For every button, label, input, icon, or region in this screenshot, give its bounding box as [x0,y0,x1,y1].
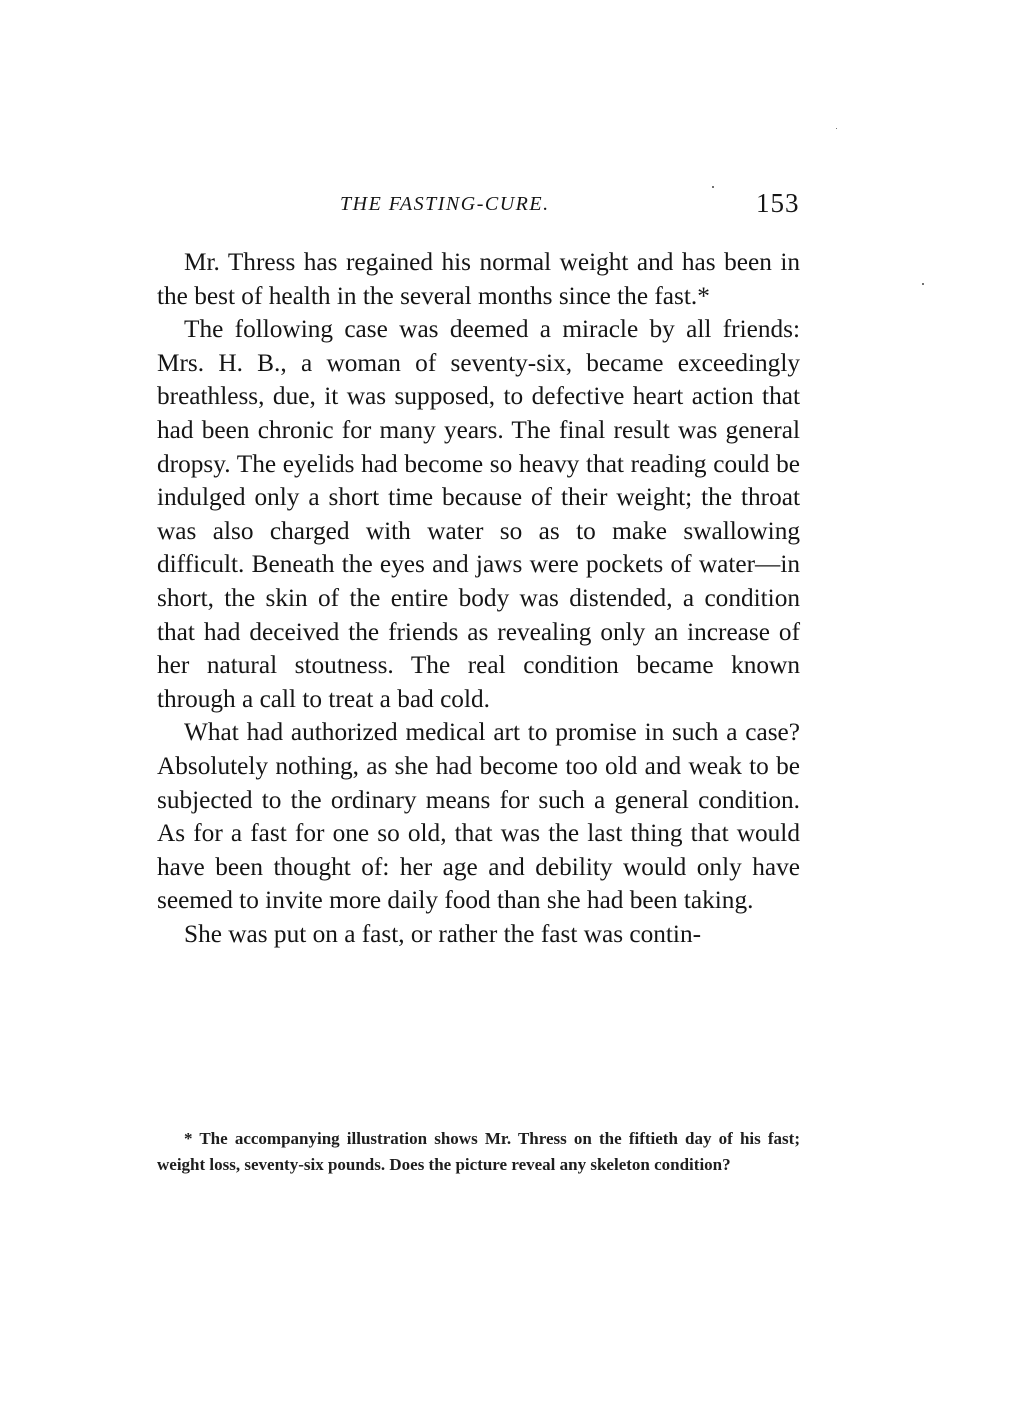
running-header-title: THE FASTING-CURE. [340,193,550,215]
print-speck [836,128,837,129]
body-text [157,246,800,951]
print-speck [922,283,924,285]
page-number: 153 [756,188,800,218]
paragraph: What had authorized medical art to promise in such a case? Absolutely nothing, as she had become too old and weak to be subjected to the ordinary means for such a general condition. As for a fast for one so old, that was the last thing that would have been thought of: her age and debility would only have seemed to invite more daily food than she had been taking. [157,718,800,915]
paragraph: Mr. Thress has regained his normal weight and has been in the best of health in the several months since the fast.* [157,248,800,310]
paragraph: The following case was deemed a miracle by all friends: Mrs. H. B., a woman of seventy-six, became exceedingly breathless, due, it was supposed, to defective heart action that had been chronic for many years. The final result was general dropsy. The eyelids had become so heavy that reading could be indulged only a short time because of their weight; the throat was also charged with water so as to make swallowing difficult. Beneath the eyes and jaws were pockets of water—in short, the skin of the entire body was distended, a condition that had deceived the friends as revealing only an increase of her natural stoutness. The real condition became known through a call to treat a bad cold. [157,315,800,713]
print-speck [712,186,714,188]
footnote: * The accompanying illustration shows Mr. Thress on the fiftieth day of his fast; weight loss, seventy-six pounds. Does the picture reveal any skeleton condition? [157,1129,800,1174]
paragraph: She was put on a fast, or rather the fast was contin- [184,919,702,948]
